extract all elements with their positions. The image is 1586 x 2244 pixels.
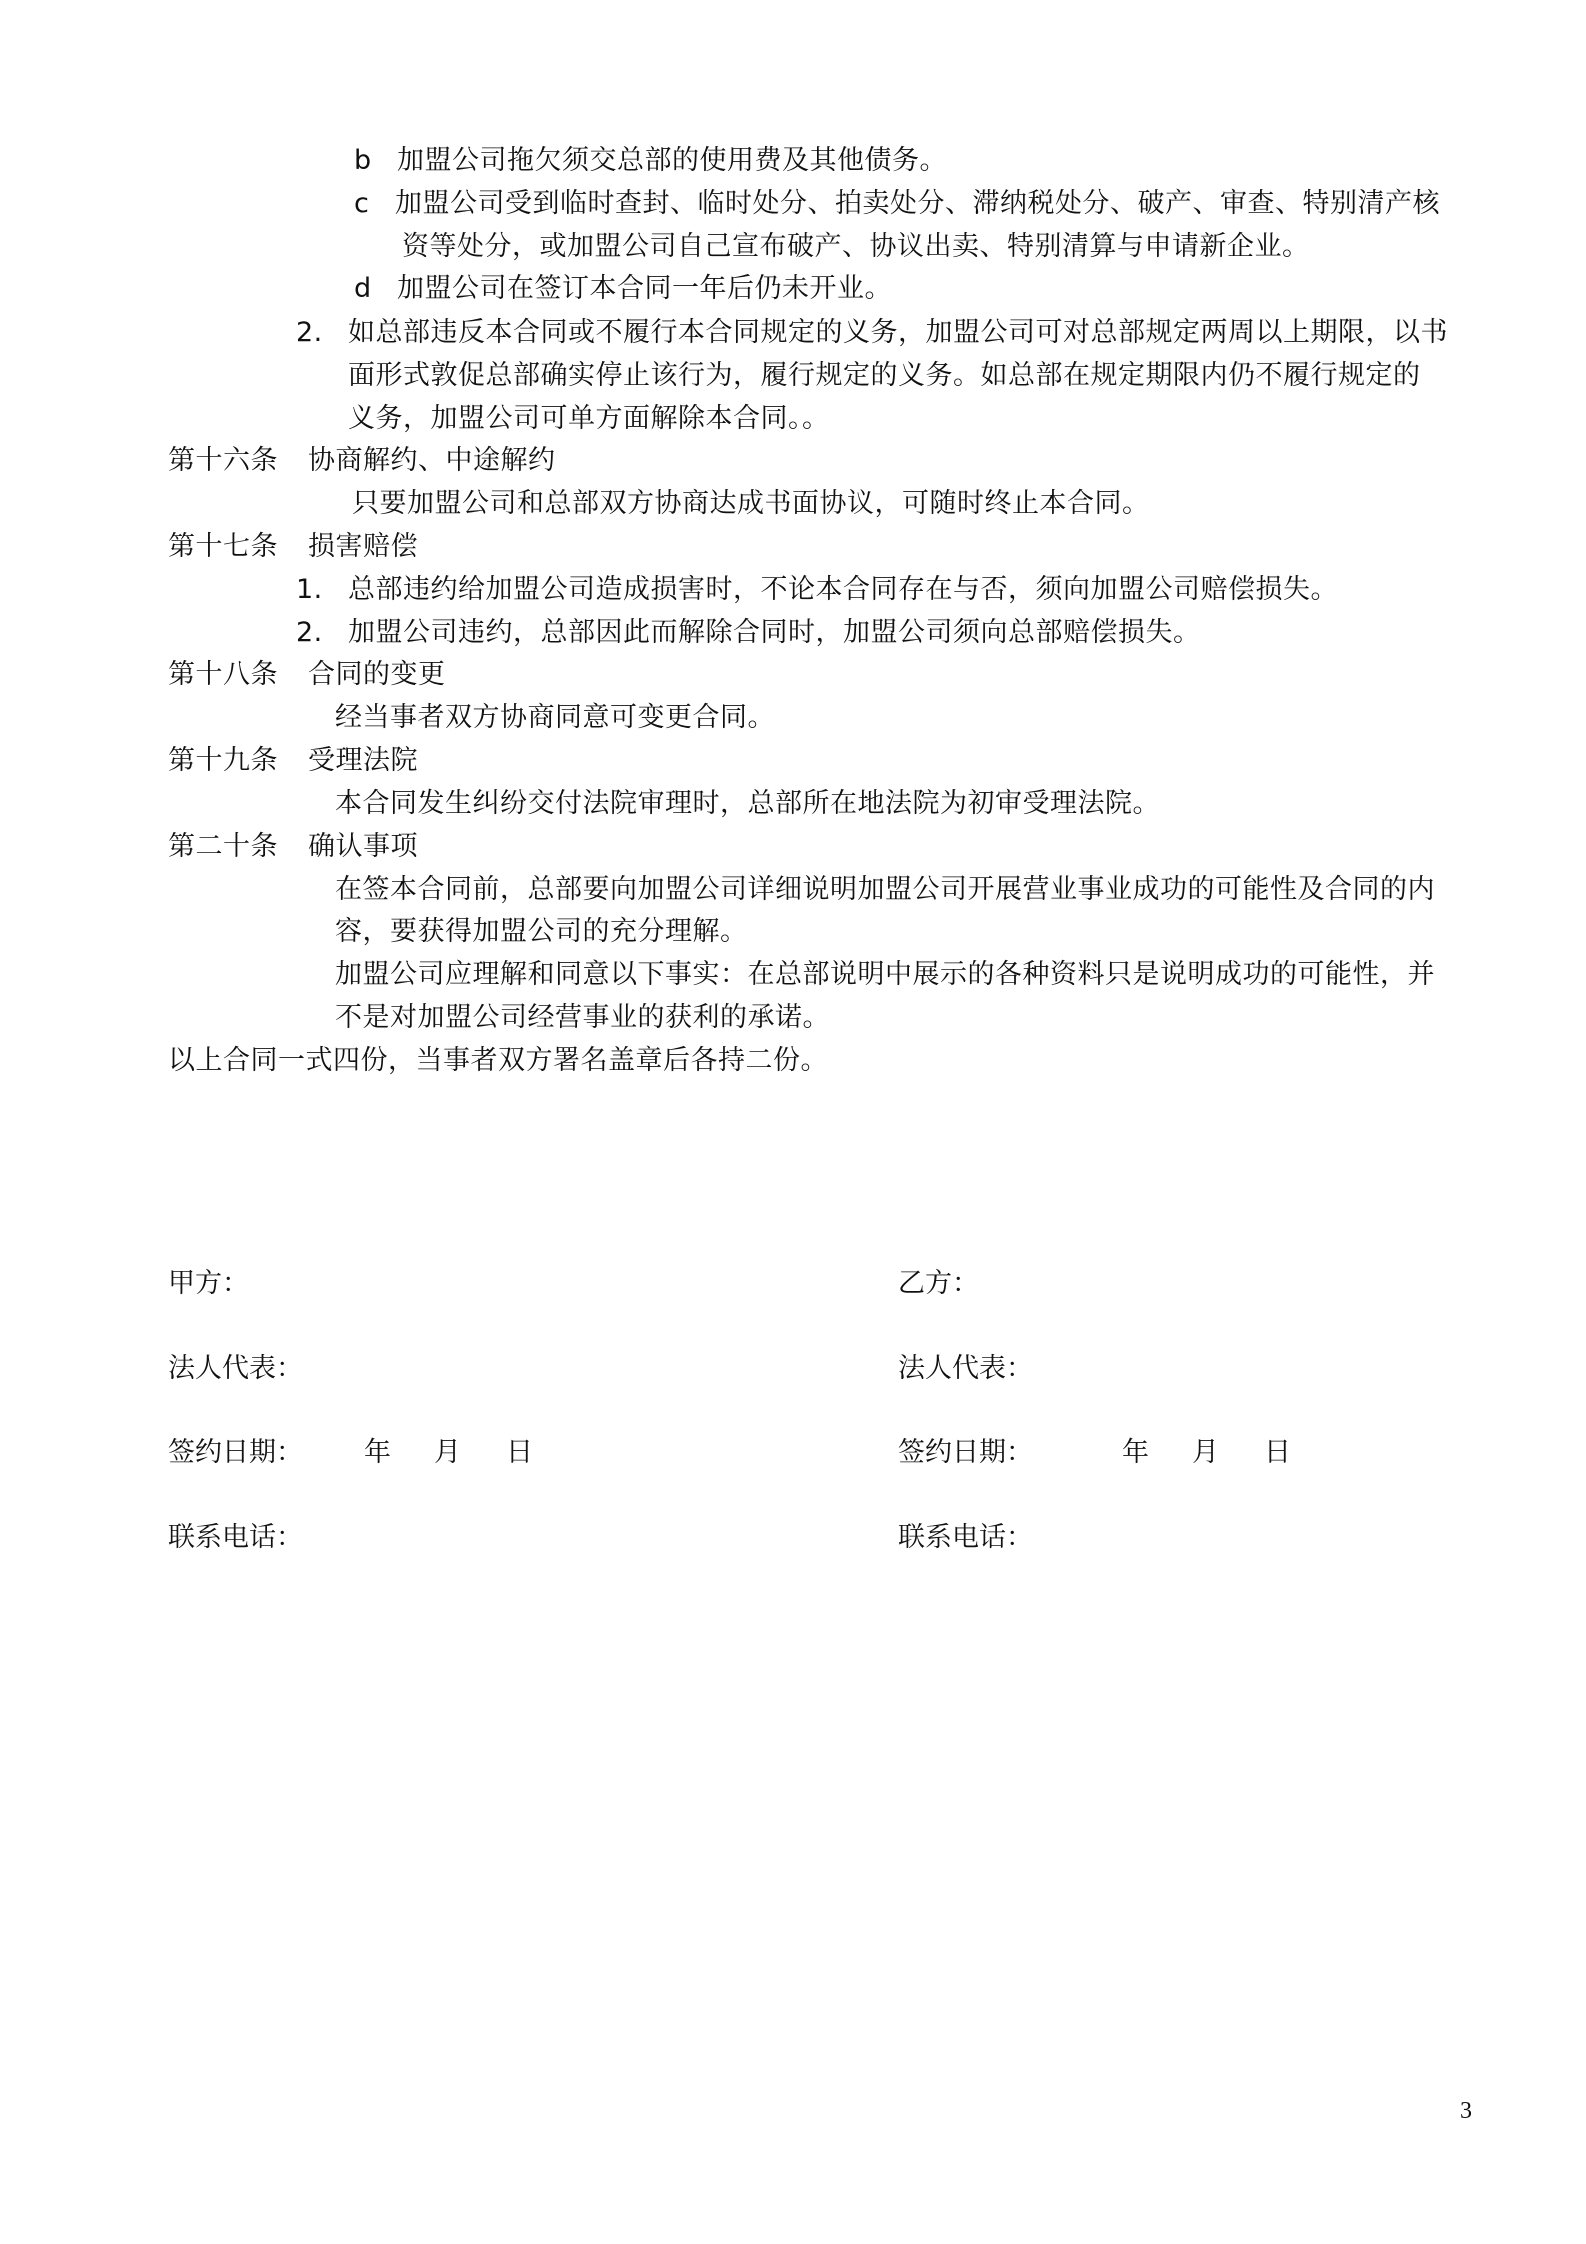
clause15-item2-marker: 2. xyxy=(296,317,323,348)
party-a-label: 甲方： xyxy=(168,1268,249,1299)
party-b-sign-date-label: 签约日期： xyxy=(898,1437,1033,1468)
article19-body: 本合同发生纠纷交付法院审理时，总部所在地法院为初审受理法院。 xyxy=(335,788,1160,819)
article17-title: 损害赔偿 xyxy=(308,531,418,562)
party-b-year: 年 xyxy=(1122,1437,1149,1468)
article20-p1-line2: 容，要获得加盟公司的充分理解。 xyxy=(335,916,748,947)
item-b-text: 加盟公司拖欠须交总部的使用费及其他债务。 xyxy=(397,145,947,176)
article19-title: 受理法院 xyxy=(308,745,418,776)
article16-number: 第十六条 xyxy=(168,445,278,476)
clause15-item2-line2: 面形式敦促总部确实停止该行为，履行规定的义务。如总部在规定期限内仍不履行规定的 xyxy=(348,360,1421,391)
item-d-marker: d xyxy=(354,273,372,304)
article20-title: 确认事项 xyxy=(308,831,418,862)
article18-title: 合同的变更 xyxy=(308,659,446,690)
article17-item2-text: 加盟公司违约，总部因此而解除合同时，加盟公司须向总部赔偿损失。 xyxy=(348,617,1201,648)
party-a-sign-date-label: 签约日期： xyxy=(168,1437,303,1468)
article20-p2-line1: 加盟公司应理解和同意以下事实：在总部说明中展示的各种资料只是说明成功的可能性，并 xyxy=(335,959,1435,990)
closing-statement: 以上合同一式四份，当事者双方署名盖章后各持二份。 xyxy=(168,1045,828,1076)
party-b-phone-label: 联系电话： xyxy=(898,1522,1033,1553)
article18-body: 经当事者双方协商同意可变更合同。 xyxy=(335,702,775,733)
article18-number: 第十八条 xyxy=(168,659,278,690)
article17-item2-marker: 2. xyxy=(296,617,323,648)
article20-p1-line1: 在签本合同前，总部要向加盟公司详细说明加盟公司开展营业事业成功的可能性及合同的内 xyxy=(335,874,1435,905)
clause15-item2-line1: 如总部违反本合同或不履行本合同规定的义务，加盟公司可对总部规定两周以上期限，以书 xyxy=(348,317,1448,348)
party-a-month: 月 xyxy=(434,1437,461,1468)
item-c-marker: c xyxy=(354,188,370,219)
article16-body: 只要加盟公司和总部双方协商达成书面协议，可随时终止本合同。 xyxy=(352,488,1150,519)
article19-number: 第十九条 xyxy=(168,745,278,776)
item-c-line2: 资等处分，或加盟公司自己宣布破产、协议出卖、特别清算与申请新企业。 xyxy=(402,231,1310,262)
party-a-phone-label: 联系电话： xyxy=(168,1522,303,1553)
party-b-label: 乙方： xyxy=(898,1268,979,1299)
article16-title: 协商解约、中途解约 xyxy=(308,445,556,476)
article17-item1-text: 总部违约给加盟公司造成损害时，不论本合同存在与否，须向加盟公司赔偿损失。 xyxy=(348,574,1338,605)
party-a-year: 年 xyxy=(364,1437,391,1468)
party-a-legal-rep-label: 法人代表： xyxy=(168,1353,303,1384)
item-d-text: 加盟公司在签订本合同一年后仍未开业。 xyxy=(397,273,892,304)
article20-number: 第二十条 xyxy=(168,831,278,862)
article20-p2-line2: 不是对加盟公司经营事业的获利的承诺。 xyxy=(335,1002,830,1033)
item-b-marker: b xyxy=(354,145,372,176)
page-number: 3 xyxy=(1460,2098,1472,2124)
item-c-line1: 加盟公司受到临时查封、临时处分、拍卖处分、滞纳税处分、破产、审查、特别清产核 xyxy=(395,188,1440,219)
party-b-day: 日 xyxy=(1264,1437,1291,1468)
party-b-month: 月 xyxy=(1192,1437,1219,1468)
article17-number: 第十七条 xyxy=(168,531,278,562)
party-b-legal-rep-label: 法人代表： xyxy=(898,1353,1033,1384)
party-a-day: 日 xyxy=(506,1437,533,1468)
clause15-item2-line3: 义务，加盟公司可单方面解除本合同。。 xyxy=(348,403,830,434)
article17-item1-marker: 1. xyxy=(296,574,323,605)
